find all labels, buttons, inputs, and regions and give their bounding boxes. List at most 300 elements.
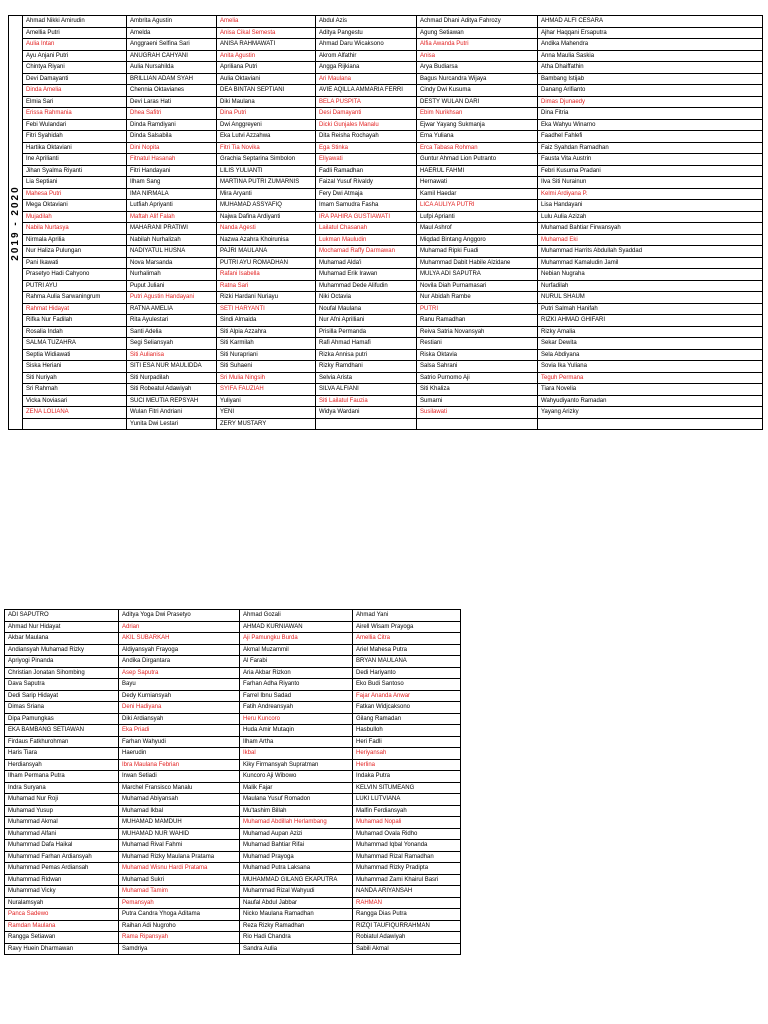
name-cell: Dinda Amelia <box>23 85 127 97</box>
table-row <box>9 154 763 166</box>
name-cell: Muhamad Sukri <box>119 874 240 886</box>
name-cell: Hartika Oktaviani <box>23 142 127 154</box>
name-cell: Fitnatul Hasanah <box>127 154 217 166</box>
name-cell: Aulia Oktaviani <box>217 73 316 85</box>
name-cell: Nur Haliza Pulungan <box>23 246 127 258</box>
name-cell: Ambrita Agustin <box>127 16 217 28</box>
name-cell: ZERY MUSTARY <box>217 418 316 430</box>
name-cell: Mujadilah <box>23 211 127 223</box>
name-cell: DESTY WULAN DARI <box>417 96 538 108</box>
name-cell: Aji Pamungku Burda <box>240 633 353 645</box>
name-cell: Septia Widiawati <box>23 349 127 361</box>
name-cell: YENI <box>217 407 316 419</box>
name-cell: Gilang Ramadan <box>353 713 461 725</box>
name-cell: Anisa Cikal Semesta <box>217 27 316 39</box>
name-cell: RAHMAN <box>353 897 461 909</box>
name-cell: Ahmad Nikki Amirudin <box>23 16 127 28</box>
name-cell: Ratna Sari <box>217 280 316 292</box>
name-cell: Reza Rizky Ramadhan <box>240 920 353 932</box>
name-cell: Aulia Nursahilda <box>127 62 217 74</box>
name-cell: Kamil Haedar <box>417 188 538 200</box>
name-cell: PUTRI AYU ROMADHAN <box>217 257 316 269</box>
table-row <box>9 395 763 407</box>
table-row <box>5 690 461 702</box>
name-cell: Mira Aryanti <box>217 188 316 200</box>
table-row <box>5 909 461 921</box>
name-cell: Aldiyansyah Frayoga <box>119 644 240 656</box>
name-cell: Dava Saputra <box>5 679 119 691</box>
name-cell: MULYA ADI SAPUTRA <box>417 269 538 281</box>
name-cell: Bayu <box>119 679 240 691</box>
name-cell: Maftah Alif Falah <box>127 211 217 223</box>
name-cell: Muhammad Dafa Haikal <box>5 840 119 852</box>
table-row <box>5 725 461 737</box>
name-cell: Nirmala Aprilia <box>23 234 127 246</box>
name-cell: Ahmad Yani <box>353 610 461 622</box>
name-cell: Siti Suhaeni <box>217 361 316 373</box>
name-cell: Fajar Ananda Anwar <box>353 690 461 702</box>
name-cell: Muhamad Rival Fahmi <box>119 840 240 852</box>
name-cell: Najwa Dafina Ardiyanti <box>217 211 316 223</box>
table-row <box>5 736 461 748</box>
name-cell: Vicka Noviasari <box>23 395 127 407</box>
name-cell: Muhamad Alda'i <box>316 257 417 269</box>
name-cell: BELA PUSPITA <box>316 96 417 108</box>
name-cell: LUKI LUTVIANA <box>353 794 461 806</box>
year-label: 2019 - 2020 <box>9 184 21 261</box>
name-cell: Airell Wisam Prayoga <box>353 621 461 633</box>
table-row <box>9 246 763 258</box>
name-cell: Diki Ardiansyah <box>119 713 240 725</box>
name-cell: Santi Adelia <box>127 326 217 338</box>
name-cell: Rizka Annisa putri <box>316 349 417 361</box>
name-cell: Muhammad Farhan Ardiansyah <box>5 851 119 863</box>
name-cell: Lufpi Aprianti <box>417 211 538 223</box>
name-cell: Rama Ripansyah <box>119 932 240 944</box>
name-cell: Sabili Akmal <box>353 943 461 955</box>
name-cell: Siti Karmilah <box>217 338 316 350</box>
name-cell: NANDA ARIYANSAH <box>353 886 461 898</box>
name-cell: Lailatul Chasanah <box>316 223 417 235</box>
name-cell: Abdul Azis <box>316 16 417 28</box>
class-roster-table-2 <box>4 609 461 955</box>
table-row <box>9 165 763 177</box>
table-row <box>9 177 763 189</box>
table-row <box>9 292 763 304</box>
name-cell: AKIL SUBARKAH <box>119 633 240 645</box>
table-row <box>9 27 763 39</box>
table-row <box>5 713 461 725</box>
name-cell: Rizki Hardani Nuriayu <box>217 292 316 304</box>
name-cell: Niki Octavia <box>316 292 417 304</box>
name-cell: Muhamad Ripki Fuadi <box>417 246 538 258</box>
name-cell: Akbar Maulana <box>5 633 119 645</box>
name-cell: SITI ESA NUR MAULIDDA <box>127 361 217 373</box>
name-cell: Muhamad Prayoga <box>240 851 353 863</box>
name-cell: Muhammad Pemas Ardiansah <box>5 863 119 875</box>
table-row <box>9 108 763 120</box>
name-cell: Malfin Ferdiansyah <box>353 805 461 817</box>
name-cell: PUTRI AYU <box>23 280 127 292</box>
name-cell: Kelmi Ardiyana P. <box>538 188 763 200</box>
name-cell: Elmia Sari <box>23 96 127 108</box>
name-cell: Eliyawati <box>316 154 417 166</box>
table-row <box>5 759 461 771</box>
name-cell: Rosalia Indah <box>23 326 127 338</box>
table-row <box>5 656 461 668</box>
name-cell: Dini Nopita <box>127 142 217 154</box>
name-cell <box>538 418 763 430</box>
name-cell: IMA NIRMALA <box>127 188 217 200</box>
name-cell: Ahmad Daru Wicaksono <box>316 39 417 51</box>
name-cell: Prisilla Permanda <box>316 326 417 338</box>
name-cell: Muhammad Kamaludin Jamil <box>538 257 763 269</box>
name-cell: Siti Nurapriani <box>217 349 316 361</box>
table-row <box>5 932 461 944</box>
table-row <box>9 188 763 200</box>
name-cell: Muhammad Dabit Habile Alzidane <box>417 257 538 269</box>
table-row <box>5 817 461 829</box>
name-cell: Andiansyah Muhamad Rizky <box>5 644 119 656</box>
name-cell: Sindi Almaida <box>217 315 316 327</box>
table-row <box>9 315 763 327</box>
name-cell: Aria Akbar Rizkon <box>240 667 353 679</box>
name-cell: Widya Wardani <box>316 407 417 419</box>
name-cell: Atha Dhaiffathin <box>538 62 763 74</box>
table-row <box>9 119 763 131</box>
name-cell: Putri Salmah Hanifah <box>538 303 763 315</box>
name-cell: IRA PAHIRA GUSTIAWATI <box>316 211 417 223</box>
name-cell: Herdiansyah <box>5 759 119 771</box>
table-row <box>5 828 461 840</box>
name-cell: Pani Ikawati <box>23 257 127 269</box>
name-cell: Muhammad Alfani <box>5 828 119 840</box>
name-cell: Lia Septiani <box>23 177 127 189</box>
name-cell: AVIE AQILLA AMMARIA FERRI <box>316 85 417 97</box>
name-cell: ZENA LOLIANA <box>23 407 127 419</box>
name-cell: Sovia Ika Yuliana <box>538 361 763 373</box>
name-cell: Nabila Nurtasya <box>23 223 127 235</box>
name-cell: Teguh Permana <box>538 372 763 384</box>
table-row <box>5 943 461 955</box>
name-cell: Farhan Adha Riyanto <box>240 679 353 691</box>
name-cell: Maulana Yusuf Romadon <box>240 794 353 806</box>
table-row <box>9 50 763 62</box>
name-cell: Amellia Putri <box>23 27 127 39</box>
table-row <box>9 131 763 143</box>
name-cell: Indaka Putra <box>353 771 461 783</box>
name-cell: Heri Fadli <box>353 736 461 748</box>
name-cell: Eka Wahyu Winarno <box>538 119 763 131</box>
name-cell: Satrio Purnomo Aji <box>417 372 538 384</box>
name-cell: Eka Lutvi Azzahwa <box>217 131 316 143</box>
name-cell: Pemansyah <box>119 897 240 909</box>
name-cell: Noufal Maulana <box>316 303 417 315</box>
name-cell: Rafi Ahmad Hamafi <box>316 338 417 350</box>
name-cell: Wahyudiyanto Ramadan <box>538 395 763 407</box>
name-cell: Alfia Awanda Putri <box>417 39 538 51</box>
name-cell: Muhamad Ovala Ridho <box>353 828 461 840</box>
name-cell: Muhamad Bahtiar Rifai <box>240 840 353 852</box>
name-cell: AHMAD KURNIAWAN <box>240 621 353 633</box>
name-cell: Sela Abdiyana <box>538 349 763 361</box>
table-row <box>9 407 763 419</box>
table-row <box>9 234 763 246</box>
name-cell: Riska Oktavia <box>417 349 538 361</box>
name-cell: Muhamad Abdillah Herlambang <box>240 817 353 829</box>
year-label-cell <box>9 16 23 430</box>
table-row <box>9 326 763 338</box>
name-cell: Febri Kusuma Pradani <box>538 165 763 177</box>
table-row <box>9 361 763 373</box>
name-cell: Dhea Safitri <box>127 108 217 120</box>
name-cell: Rizky Ramdhani <box>316 361 417 373</box>
name-cell: Nurfadilah <box>538 280 763 292</box>
name-cell: SALMA TUZAHRA <box>23 338 127 350</box>
name-cell: PUTRI <box>417 303 538 315</box>
name-cell: Siti Robeatul Adawiyah <box>127 384 217 396</box>
name-cell: Haerudin <box>119 748 240 760</box>
name-cell: Selvia Arista <box>316 372 417 384</box>
name-cell: Hernawati <box>417 177 538 189</box>
name-cell: EKA BAMBANG SETIAWAN <box>5 725 119 737</box>
name-cell: Al Farabi <box>240 656 353 668</box>
name-cell: Angga Rijkiana <box>316 62 417 74</box>
name-cell: Heriyansah <box>353 748 461 760</box>
name-cell: Danang Arifianto <box>538 85 763 97</box>
table-row <box>9 372 763 384</box>
name-cell: SUCI MEUTIA REPSYAH <box>127 395 217 407</box>
table-row <box>5 771 461 783</box>
name-cell: Puput Juliani <box>127 280 217 292</box>
name-cell: Chintya Riyani <box>23 62 127 74</box>
name-cell: Aditya Yoga Dwi Prasetyo <box>119 610 240 622</box>
name-cell: AHMAD ALFI CESARA <box>538 16 763 28</box>
name-cell: Dina Fitria <box>538 108 763 120</box>
name-cell: Muhamad Nopali <box>353 817 461 829</box>
name-cell: Anggraeni Selfina Sari <box>127 39 217 51</box>
table-row <box>5 748 461 760</box>
name-cell: Nur Abidah Rambe <box>417 292 538 304</box>
table-row <box>5 667 461 679</box>
name-cell: Ayu Anjani Putri <box>23 50 127 62</box>
name-cell: Agung Setiawan <box>417 27 538 39</box>
name-cell: Cindy Dwi Kusuma <box>417 85 538 97</box>
name-cell: Ilham Sang <box>127 177 217 189</box>
name-cell: Fadli Ramadhan <box>316 165 417 177</box>
name-cell: Devi Damayanti <box>23 73 127 85</box>
name-cell: Aulia Intan <box>23 39 127 51</box>
name-cell: Dinda Ramdiyani <box>127 119 217 131</box>
table-row <box>9 62 763 74</box>
name-cell: Fitri Syahidah <box>23 131 127 143</box>
name-cell: Faadhel Fahlefi <box>538 131 763 143</box>
name-cell: Muhammad Vicky <box>5 886 119 898</box>
name-cell: Dipa Pamungkas <box>5 713 119 725</box>
name-cell: Muhammad Ridwan <box>5 874 119 886</box>
name-cell: Nebian Nugraha <box>538 269 763 281</box>
name-cell: Salsa Sahrani <box>417 361 538 373</box>
name-cell: Haris Tiara <box>5 748 119 760</box>
name-cell: Muhammad Harrits Abdullah Syaddad <box>538 246 763 258</box>
table-row <box>9 96 763 108</box>
name-cell: MUHAMAD MAMDUH <box>119 817 240 829</box>
name-cell: Siti Lailatul Fauzia <box>316 395 417 407</box>
name-cell: Chennia Oktavianes <box>127 85 217 97</box>
name-cell: Siti Khaliza <box>417 384 538 396</box>
name-cell: Nazwa Azahra Khoirunisa <box>217 234 316 246</box>
name-cell: Christian Jonatan Sihombing <box>5 667 119 679</box>
name-cell: ADI SAPUTRO <box>5 610 119 622</box>
name-cell: Muhammad Rizal Wahyudi <box>240 886 353 898</box>
name-cell: Bambang Istijab <box>538 73 763 85</box>
name-cell: Nur Afni Aprilliani <box>316 315 417 327</box>
name-cell: PAJRI MAULANA <box>217 246 316 258</box>
name-cell: Muhamad Nur Roji <box>5 794 119 806</box>
table-row <box>5 886 461 898</box>
name-cell: Panca Sadewo <box>5 909 119 921</box>
name-cell: Muhamad Bahtiar Firwansyah <box>538 223 763 235</box>
name-cell: Ega Stinka <box>316 142 417 154</box>
name-cell: Susilawati <box>417 407 538 419</box>
table-row <box>5 863 461 875</box>
name-cell: Dimas Djunaedy <box>538 96 763 108</box>
name-cell <box>316 418 417 430</box>
name-cell: Muhamad Erik Irawan <box>316 269 417 281</box>
name-cell: Irwan Setiadi <box>119 771 240 783</box>
name-cell: Amelia <box>217 16 316 28</box>
name-cell: Siti Alpia Azzahra <box>217 326 316 338</box>
name-cell: Siti Aulianisa <box>127 349 217 361</box>
name-cell: Ine Aprilianti <box>23 154 127 166</box>
name-cell: Rangga Setiawan <box>5 932 119 944</box>
name-cell: SILVA ALFIANI <box>316 384 417 396</box>
name-cell: Imam Samudra Fasha <box>316 200 417 212</box>
name-cell: Ariel Mahesa Putra <box>353 644 461 656</box>
name-cell: Putra Candra Yhoga Aditama <box>119 909 240 921</box>
name-cell: Segi Seliansyah <box>127 338 217 350</box>
name-cell: Rizky Amalia <box>538 326 763 338</box>
name-cell: Raihan Adi Nugroho <box>119 920 240 932</box>
name-cell: Aditya Pangestu <box>316 27 417 39</box>
table-row <box>5 851 461 863</box>
name-cell: Muhammad Rizky Pradipta <box>353 863 461 875</box>
name-cell: Asep Saputra <box>119 667 240 679</box>
name-cell: Deni Hadiyana <box>119 702 240 714</box>
name-cell: Marchel Fransisco Manalu <box>119 782 240 794</box>
name-cell: Dedy Kurniansyah <box>119 690 240 702</box>
name-cell: Rangga Dias Putra <box>353 909 461 921</box>
name-cell: Tiara Novelia <box>538 384 763 396</box>
table-row <box>9 303 763 315</box>
name-cell: Fatih Andreansyah <box>240 702 353 714</box>
name-cell: Ejwar Yayang Sukmanja <box>417 119 538 131</box>
name-cell: Faiz Syahdan Ramadhan <box>538 142 763 154</box>
table-row <box>5 679 461 691</box>
name-cell: Maul Ashrof <box>417 223 538 235</box>
name-cell: RIZKI AHMAD GHIFARI <box>538 315 763 327</box>
name-cell: Anisa <box>417 50 538 62</box>
table-row <box>9 85 763 97</box>
name-cell: Muhamad Eki <box>538 234 763 246</box>
name-cell: Anna Maulia Saskia <box>538 50 763 62</box>
name-cell: Herlina <box>353 759 461 771</box>
name-cell <box>417 418 538 430</box>
name-cell: Mahesa Putri <box>23 188 127 200</box>
name-cell: Ilham Permana Putra <box>5 771 119 783</box>
table-row <box>9 39 763 51</box>
name-cell: Muhamad Yusup <box>5 805 119 817</box>
name-cell: Fatkan Widjcaksono <box>353 702 461 714</box>
name-cell: Kiky Firmansyah Supratman <box>240 759 353 771</box>
name-cell: ANUGRAH CAHYANI <box>127 50 217 62</box>
name-cell: ANISA RAHMAWATI <box>217 39 316 51</box>
table-row <box>9 384 763 396</box>
name-cell: Dimas Sriana <box>5 702 119 714</box>
name-cell: Fausta Vita Austrin <box>538 154 763 166</box>
table-row <box>5 621 461 633</box>
name-cell: HAERUL FAHMI <box>417 165 538 177</box>
name-cell: Ilva Siti Nurainun <box>538 177 763 189</box>
name-cell: RATNA AMELIA <box>127 303 217 315</box>
name-cell: Mu'tashim Billah <box>240 805 353 817</box>
name-cell: Ilham Artha <box>240 736 353 748</box>
name-cell: Rafani Isabella <box>217 269 316 281</box>
name-cell: Naufal Abdul Jabbar <box>240 897 353 909</box>
name-cell: Nurhalimah <box>127 269 217 281</box>
name-cell: DEA BINTAN SEPTIANI <box>217 85 316 97</box>
name-cell: Grachia Septarina Simbolon <box>217 154 316 166</box>
name-cell: Indra Suryana <box>5 782 119 794</box>
table-row <box>9 200 763 212</box>
name-cell: Nabilah Nurhalizah <box>127 234 217 246</box>
name-cell: Muhammad Dede Alifudin <box>316 280 417 292</box>
name-cell <box>23 418 127 430</box>
name-cell: Samdriya <box>119 943 240 955</box>
name-cell: Kuncoro Aji Wibowo <box>240 771 353 783</box>
name-cell: Farrel Ibnu Sadad <box>240 690 353 702</box>
name-cell: MAHARANI PRATIWI <box>127 223 217 235</box>
table-row <box>9 280 763 292</box>
name-cell: Hasbulloh <box>353 725 461 737</box>
name-cell: Jihan Syalma Riyanti <box>23 165 127 177</box>
name-cell: Ikbal <box>240 748 353 760</box>
name-cell: Farhan Wahyudi <box>119 736 240 748</box>
name-cell: Adrian <box>119 621 240 633</box>
name-cell: Devi Laras Hati <box>127 96 217 108</box>
name-cell: Andika Dirgantara <box>119 656 240 668</box>
name-cell: Wulan Fitri Andriani <box>127 407 217 419</box>
name-cell: Muhammad Akmal <box>5 817 119 829</box>
name-cell: Prasetyo Hadi Cahyono <box>23 269 127 281</box>
name-cell: RIZQI TAUFIQURRAHMAN <box>353 920 461 932</box>
table-row <box>5 897 461 909</box>
name-cell: Fery Dwi Atmaja <box>316 188 417 200</box>
name-cell: BRILLIAN ADAM SYAH <box>127 73 217 85</box>
name-cell: Sandra Aulia <box>240 943 353 955</box>
table-row <box>9 223 763 235</box>
name-cell: Ranu Ramadhan <box>417 315 538 327</box>
name-cell: Muhammad Zami Khairul Basri <box>353 874 461 886</box>
name-cell: LICA AULIYA PUTRI <box>417 200 538 212</box>
table-row <box>5 644 461 656</box>
name-cell: MARTINA PUTRI ZUMARNIS <box>217 177 316 189</box>
name-cell: Ajhar Haqqani Ersaputra <box>538 27 763 39</box>
name-cell: Ramdan Maulana <box>5 920 119 932</box>
name-cell: Muhamad Abiyansah <box>119 794 240 806</box>
name-cell: Yunita Dwi Lestari <box>127 418 217 430</box>
name-cell: Akrom Alfathir <box>316 50 417 62</box>
